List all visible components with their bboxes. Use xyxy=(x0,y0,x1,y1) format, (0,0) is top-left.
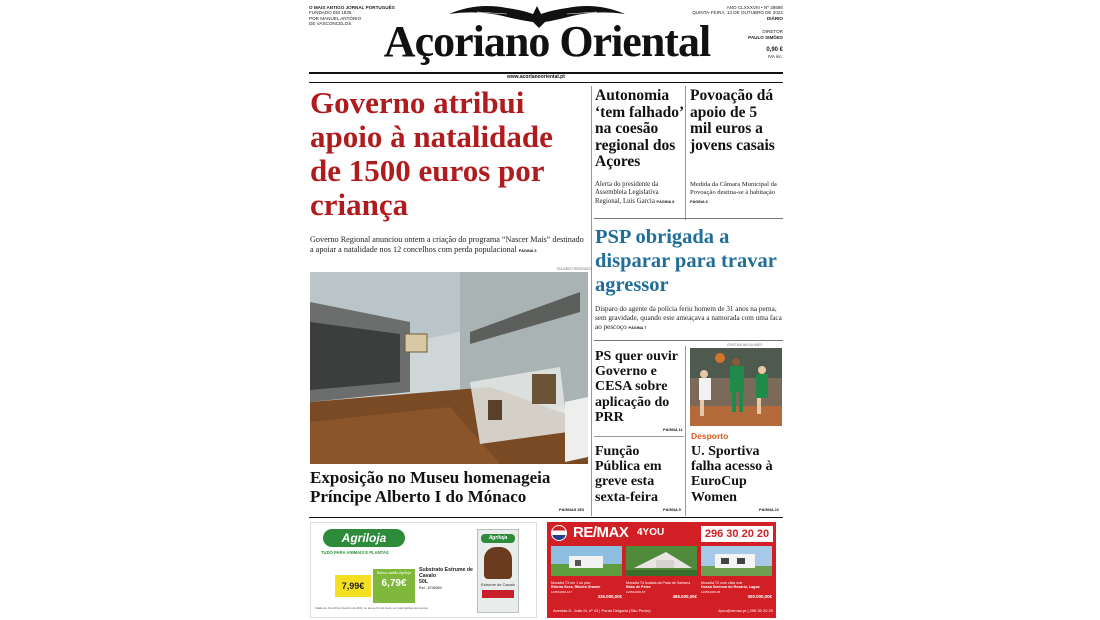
remax-balloon-icon xyxy=(551,525,571,543)
psp-body xyxy=(595,305,783,333)
edition-number: ANO CLXXXVIII • Nº 28686 xyxy=(726,5,783,10)
remax-listing-3[interactable] xyxy=(701,546,772,604)
agriloja-ad[interactable] xyxy=(310,522,537,618)
remax-listing-3-photo xyxy=(701,546,772,576)
desporto-page-ref: PÁGINA 22 xyxy=(759,508,779,512)
ads-top-rule xyxy=(309,517,783,518)
agriloja-product-size: 50L xyxy=(419,579,428,585)
remax-listing-1-price: 335.000,00€ xyxy=(597,593,622,599)
section-rule-3 xyxy=(594,436,684,437)
autonomia-body xyxy=(595,181,685,206)
agriloja-product-ref: Ref.: 8796969 xyxy=(419,586,442,590)
povoacao-body xyxy=(690,181,782,206)
museum-photo[interactable] xyxy=(310,272,588,464)
desporto-kicker: Desporto xyxy=(691,431,729,441)
remax-listing-2[interactable] xyxy=(626,546,697,604)
agriloja-bag-brand: Agriloja xyxy=(481,534,515,543)
remax-contact[interactable]: 4you@remax.pt | 296 30 20 20 xyxy=(718,608,773,613)
newspaper-front-page xyxy=(307,0,785,620)
director-name: PAULO SIMÕES xyxy=(748,34,783,40)
remax-listing-1-photo xyxy=(551,546,622,576)
funcao-headline[interactable]: Função Pública em greve esta sexta-feira xyxy=(595,444,662,505)
remax-listing-2-price: 485.000,00€ xyxy=(672,593,697,599)
horse-icon xyxy=(484,547,512,579)
agriloja-disclaimer: Válida de 13 a 26 de Outubro de 2022, ou até ao fim do stock, em lojas Agriloja dos Açores. xyxy=(315,606,429,610)
lead-page-ref: PÁGINA 3 xyxy=(518,248,537,253)
price: 0,90 € xyxy=(766,47,783,54)
remax-listing-1-location: Ribeira Seca, Ribeira Grande xyxy=(551,585,601,590)
remax-listing-2-location: Rabo de Peixe xyxy=(626,585,651,590)
agriloja-bag-label: Estrume de Cavalo xyxy=(480,582,515,587)
desporto-photo-credit: CRISTINA MAGALHÃES xyxy=(727,343,763,347)
lead-dek-text: Governo Regional anunciou ontem a criação do programa “Nascer Mais” destinado a apoiar a natalidade nos 12 concelhos com perda populacional xyxy=(310,235,584,254)
agriloja-tagline: TUDO PARA ANIMAIS E PLANTAS xyxy=(321,550,389,555)
agriloja-price-new: 6,79€ xyxy=(381,578,407,589)
section-rule-1 xyxy=(594,218,783,219)
psp-headline[interactable]: PSP obrigada a disparar para travar agressor xyxy=(595,226,777,296)
column-divider-3 xyxy=(685,346,686,516)
autonomia-page-ref: PÁGINA 8 xyxy=(656,199,675,204)
agriloja-promo-box xyxy=(373,569,415,603)
museum-page-ref: PÁGINAS 2E3 xyxy=(559,508,585,512)
autonomia-headline[interactable]: Autonomia ‘tem falhado’ na coesão regional dos Açores xyxy=(595,87,683,170)
psp-body-text: Disparo do agente da polícia feriu homem de 31 anos na perna, sem gravidade, quando este ameaçava a namorada com uma faca ao pescoço xyxy=(595,305,782,331)
povoacao-headline[interactable]: Povoação dá apoio de 5 mil euros a jovens casais xyxy=(690,87,775,154)
povoacao-page-ref: PÁGINA 6 xyxy=(690,199,708,204)
masthead-right-info xyxy=(685,5,783,59)
agriloja-bag-stripe xyxy=(482,590,514,598)
director-label: DIRETOR xyxy=(762,29,783,35)
remax-ad[interactable] xyxy=(547,522,776,618)
remax-listing-1[interactable] xyxy=(551,546,622,604)
remax-listing-2-photo xyxy=(626,546,697,576)
ps-headline[interactable]: PS quer ouvir Governo e CESA sobre aplicação do PRR xyxy=(595,349,678,425)
website-rule xyxy=(309,82,783,83)
masthead-left-line1: O MAIS ANTIGO JORNAL PORTUGUÊS xyxy=(309,5,395,10)
psp-page-ref: PÁGINA 7 xyxy=(628,326,647,330)
remax-office: 4YOU xyxy=(637,527,665,538)
remax-listing-3-location: Nossa Senhora do Rosário, Lagoa xyxy=(701,585,760,590)
lead-dek xyxy=(310,235,588,256)
remax-listing-3-title: Moradia T2 com vista mar xyxy=(701,581,743,585)
remax-phone[interactable]: 296 30 20 20 xyxy=(701,526,773,542)
agriloja-logo: Agriloja xyxy=(323,529,405,547)
autonomia-body-text: Alerta do presidente da Assembleia Legislativa Regional, Luís Garcia xyxy=(595,181,659,205)
agriloja-product-name: Substrato Estrume de Cavalo xyxy=(419,567,473,579)
povoacao-body-text: Medida da Câmara Municipal da Povoação destina-se à habitação xyxy=(690,181,777,197)
remax-listing-2-ref: 123531030-67 xyxy=(626,589,646,594)
remax-listing-3-price: 350.000,00€ xyxy=(747,593,772,599)
masthead-left-line2: FUNDADO EM 1835 xyxy=(309,10,352,16)
masthead-title: Açoriano Oriental xyxy=(383,17,711,66)
masthead-left-line3: POR MANUEL ANTÓNIO xyxy=(309,15,362,21)
edition-frequency: DIÁRIO xyxy=(766,15,783,21)
remax-listing-3-ref: 123531030-65 xyxy=(701,589,721,594)
ps-page-ref: PÁGINA 11 xyxy=(663,428,683,432)
lead-photo-credit: EDUARDO RESENDES xyxy=(557,267,592,271)
funcao-page-ref: PÁGINA 9 xyxy=(663,508,681,512)
remax-listing-1-title: Moradia T3 em 1 só piso xyxy=(551,581,591,585)
desporto-headline[interactable]: U. Sportiva falha acesso à EuroCup Women xyxy=(691,444,773,505)
agriloja-promo-label: Bônus cartão Agriloja xyxy=(377,571,411,575)
edition-date: QUINTA-FEIRA, 13 DE OUTUBRO DE 2022 xyxy=(692,10,783,16)
remax-listings xyxy=(551,546,772,604)
website-link[interactable]: www.acorianooriental.pt xyxy=(507,74,565,80)
section-rule-2 xyxy=(594,340,783,341)
remax-listing-2-title: Moradia T4 isolada da Praia de Santana xyxy=(626,581,691,585)
museum-headline[interactable]: Exposição no Museu homenageia Príncipe Alberto I do Mónaco xyxy=(310,468,551,506)
agriloja-bag-image xyxy=(477,529,519,613)
remax-address: Avenida D. João III, nº 43 | Ponta Delgada (São Pedro) xyxy=(553,608,651,613)
remax-listing-1-ref: 123531030-167 xyxy=(551,589,573,594)
agriloja-product xyxy=(419,567,475,591)
agriloja-price-old: 7,99€ xyxy=(335,575,371,597)
masthead-left-line4: DE VASCONCELOS xyxy=(309,21,352,27)
remax-brand: RE/MAX xyxy=(573,524,629,541)
column-divider-2 xyxy=(685,86,686,220)
lead-headline[interactable]: Governo atribui apoio à natalidade de 1500 euros por criança xyxy=(310,85,553,222)
vat-note: IVA inc. xyxy=(767,54,783,60)
basketball-photo[interactable] xyxy=(690,348,782,426)
column-divider-1 xyxy=(591,86,592,516)
